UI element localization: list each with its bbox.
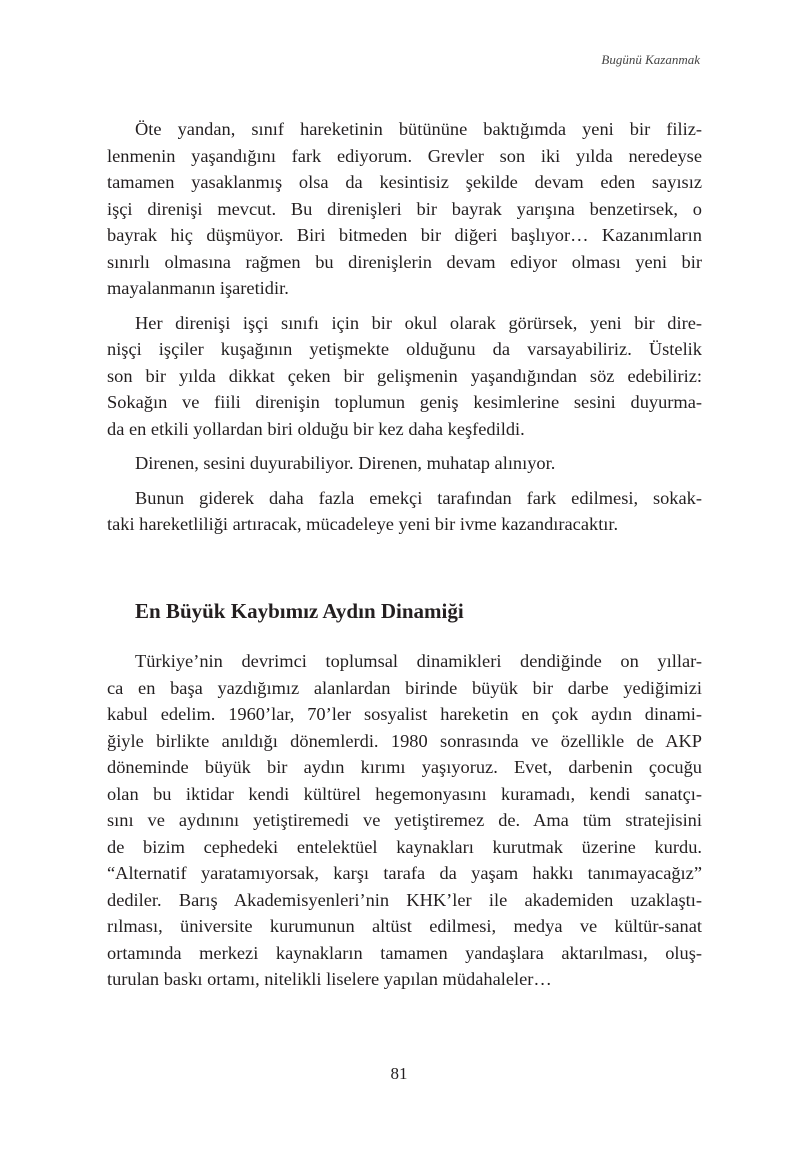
text-line: nişçi işçiler kuşağının yetişmekte olduğunu da varsayabiliriz. Üstelik: [107, 339, 702, 359]
text-line: ğiyle birlikte anıldığı dönemlerdi. 1980 sonrasında ve özellikle de AKP: [107, 730, 702, 751]
text-line: “Alternatif yaratamıyorsak, karşı tarafa da yaşam hakkı tanımayacağız”: [107, 863, 702, 883]
text-line: mayalanmanın işaretidir.: [107, 278, 289, 298]
text-line: turulan baskı ortamı, nitelikli liselere yapılan müdahaleler…: [107, 969, 552, 989]
text-line: da en etkili yollardan biri olduğu bir kez daha keşfedildi.: [107, 418, 525, 439]
paragraph: [107, 116, 702, 302]
text-line: Bunun giderek daha fazla emekçi tarafından fark edilmesi, sokak-: [135, 487, 702, 508]
text-line: Direnen, sesini duyurabiliyor. Direnen, muhatap alınıyor.: [135, 453, 556, 473]
text-line: taki hareketliliği artıracak, mücadeleye yeni bir ivme kazandıracaktır.: [107, 514, 619, 534]
page-number: 81: [390, 1064, 408, 1083]
text-line: dediler. Barış Akademisyenleri’nin KHK’ler ile akademiden uzaklaştı-: [107, 889, 702, 910]
text-line: de bizim cephedeki entelektüel kaynakları kurutmak üzerine kurdu.: [107, 836, 702, 857]
text-line: sını ve aydınını yetiştiremedi ve yetiştiremez de. Ama tüm stratejisini: [107, 810, 702, 830]
paragraph: [107, 310, 702, 443]
section-heading: En Büyük Kaybımız Aydın Dinamiği: [135, 599, 464, 623]
text-line: kabul edelim. 1960’lar, 70’ler sosyalist hareketin en çok aydın dinami-: [107, 704, 702, 724]
text-line: tamamen yasaklanmış olsa da kesintisiz şekilde devam eden sayısız: [107, 172, 702, 192]
text-line: ca en başa yazdığımız alanlardan birinde büyük bir darbe yediğimizi: [107, 677, 702, 698]
text-line: son bir yılda dikkat çeken bir gelişmenin yaşandığından söz edebiliriz:: [107, 365, 702, 386]
text-line: sınırlı olmasına rağmen bu direnişlerin devam ediyor olması yeni bir: [107, 251, 702, 272]
body-text-section-2: [107, 648, 702, 993]
text-line: Her direnişi işçi sınıfı için bir okul olarak görürsek, yeni bir dire-: [135, 312, 702, 333]
text-line: işçi direnişi mevcut. Bu direnişleri bir bayrak yarışına benzetirsek, o: [107, 198, 702, 219]
text-line: ortamında merkezi kaynakların tamamen yandaşlara aktarılması, oluş-: [107, 942, 702, 963]
text-line: olan bu iktidar kendi kültürel hegemonyasını kuramadı, kendi sanatçı-: [107, 783, 702, 804]
text-line: rılması, üniversite kurumunun altüst edilmesi, medya ve kültür-sanat: [107, 916, 702, 936]
body-text-section-1: [107, 116, 702, 538]
paragraph: [107, 450, 702, 477]
paragraph: [107, 485, 702, 538]
text-line: Sokağın ve fiili direnişin toplumun geniş kesimlerine sesini duyurma-: [107, 392, 702, 412]
paragraph: [107, 648, 702, 993]
text-line: bayrak hiç düşmüyor. Biri bitmeden bir diğeri başlıyor… Kazanımların: [107, 225, 702, 245]
text-line: Türkiye’nin devrimci toplumsal dinamikleri dendiğinde on yıllar-: [135, 651, 702, 671]
text-line: Öte yandan, sınıf hareketinin bütününe baktığımda yeni bir filiz-: [135, 119, 702, 139]
running-header: Bugünü Kazanmak: [601, 52, 700, 67]
text-line: lenmenin yaşandığını fark ediyorum. Grevler son iki yılda neredeyse: [107, 145, 702, 166]
text-line: döneminde büyük bir aydın kırımı yaşıyoruz. Evet, darbenin çocuğu: [107, 757, 702, 777]
